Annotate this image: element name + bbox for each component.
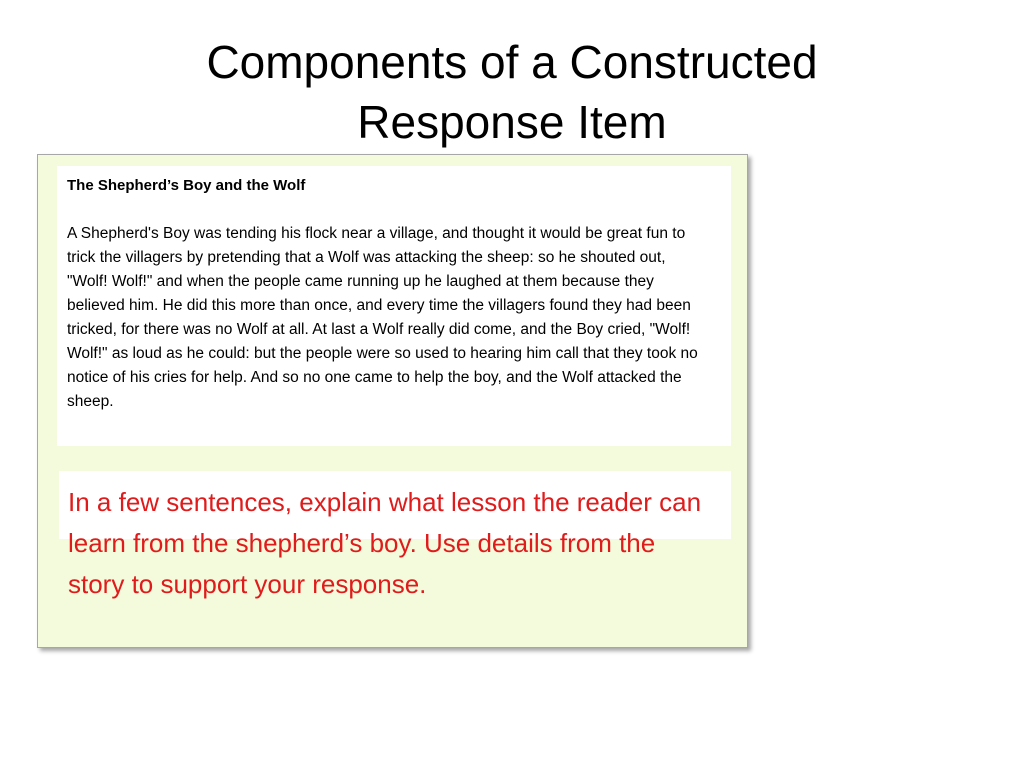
story-passage-box [57,166,731,446]
response-prompt: In a few sentences, explain what lesson the reader can learn from the shepherd’s boy. Use details from the story to support your response. [68,487,702,599]
slide-title-line-2: Response Item [357,96,667,148]
slide-title-line-1: Components of a Constructed [206,36,818,88]
story-spacer [67,198,721,222]
story-title: The Shepherd’s Boy and the Wolf [67,177,306,194]
slide-title [0,32,1024,152]
story-text: A Shepherd's Boy was tending his flock near a village, and thought it would be great fun to trick the villagers by pretending that a Wolf was attacking the sheep: so he shouted out, "Wolf! Wolf!" and when the people came running up he laughed at them because they believed him. He did this more than once, and every time the villagers found they had been tricked, for there was no Wolf at all. At last a Wolf really did come, and the Boy cried, "Wolf! Wolf!" as loud as he could: but the people were so used to hearing him call that they took no notice of his cries for help. And so no one came to help the boy, and the Wolf attacked the sheep. [67,225,698,410]
